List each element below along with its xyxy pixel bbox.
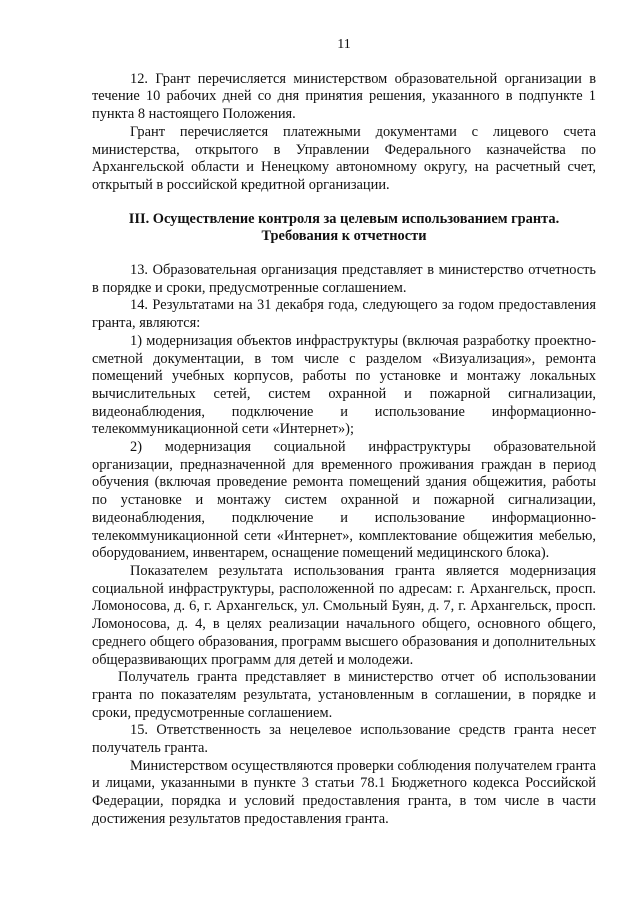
paragraph-15: 15. Ответственность за нецелевое использование средств гранта несет получатель гранта. (92, 722, 596, 757)
paragraph-grant-transfer: Грант перечисляется платежными документами с лицевого счета министерства, открытого в Управлении Федерального казначейства по Архангельской области и Ненецкому автономному округу, на расчетный счет, открытый в российской кредитной организации. (92, 123, 596, 193)
paragraph-result-indicator: Показателем результата использования гранта является модернизация социальной инфраструктуры, расположенной по адресам: г. Архангельск, просп. Ломоносова, д. 6, г. Архангельск, ул. Смольный Буян, д. 7, г. Архангельск, просп. Ломоносова, д. 4, в целях реализации начального общего, основного общего, среднего общего образования, программ высшего образования и дополнительных общеразвивающих программ для детей и молодежи. (92, 562, 596, 668)
paragraph-14-item-2: 2) модернизация социальной инфраструктуры образовательной организации, предназначенной для временного проживания граждан в период обучения (включая проведение ремонта помещений здания общежития, работы по установке и монтажу систем охранной и пожарной сигнализации, видеонаблюдения, подключение и использование информационно-телекоммуникационной сети «Интернет», комплектование общежития мебелью, оборудованием, инвентарем, оснащение помещений медицинского блока). (92, 439, 596, 562)
page-number: 11 (337, 37, 351, 52)
paragraph-13: 13. Образовательная организация представляет в министерство отчетность в порядке и сроки, предусмотренные соглашением. (92, 262, 596, 296)
paragraph-report: Получатель гранта представляет в министерство отчет об использовании гранта по показателям результата, установленным в соглашении, в порядке и сроки, предусмотренные соглашением. (92, 669, 596, 721)
section-heading (92, 211, 596, 246)
paragraph-inspections: Министерством осуществляются проверки соблюдения получателем гранта и лицами, указанными в пункте 3 статьи 78.1 Бюджетного кодекса Российской Федерации, порядка и условий предоставления гранта, в том числе в части достижения результатов предоставления гранта. (92, 757, 596, 827)
paragraph-14-item-1: 1) модернизация объектов инфраструктуры (включая разработку проектно-сметной документации, в том числе с разделом «Визуализация», ремонта помещений учебных корпусов, работы по установке и монтажу локальных вычислительных сетей, систем охранной и пожарной сигнализации, видеонаблюдения, подключение и использование информационно-телекоммуникационной сети «Интернет»); (92, 332, 596, 438)
paragraph-14: 14. Результатами на 31 декабря года, следующего за годом предоставления гранта, являются: (92, 297, 596, 332)
section-heading-line2: Требования к отчетности (261, 228, 427, 245)
paragraph-12: 12. Грант перечисляется министерством образовательной организации в течение 10 рабочих дней со дня принятия решения, указанного в подпункте 1 пункта 8 настоящего Положения. (92, 70, 596, 123)
section-heading-line1: III. Осуществление контроля за целевым использованием гранта. (128, 210, 560, 227)
